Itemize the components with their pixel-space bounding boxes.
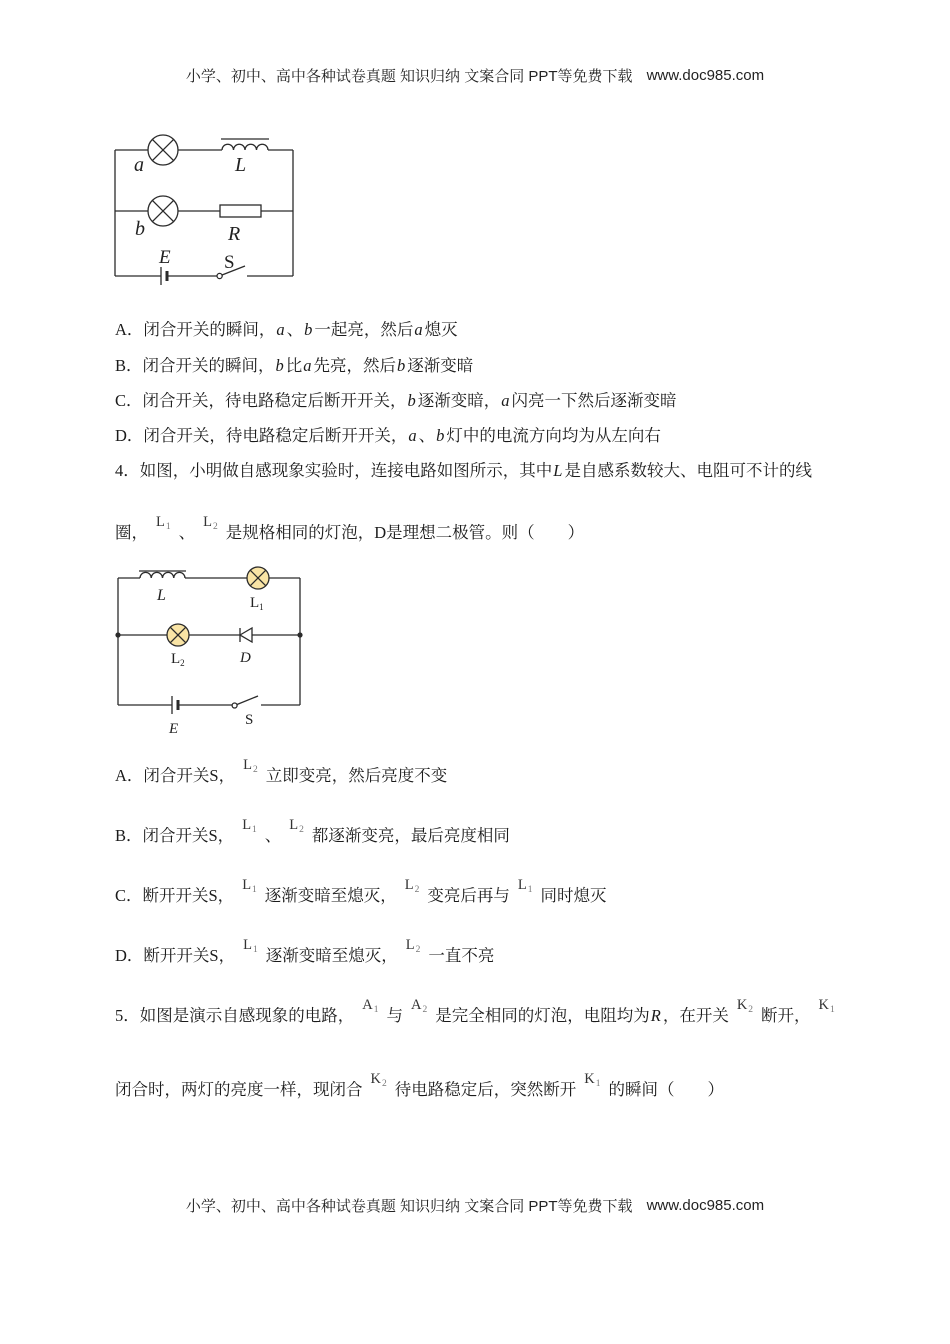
- option-text: 都逐渐变亮，最后亮度相同: [311, 826, 510, 845]
- label-main: L: [171, 651, 181, 667]
- stem-text: 闭合时，两灯的亮度一样，现闭合: [115, 1080, 363, 1099]
- label-switch: S: [245, 712, 254, 728]
- stem-text: 的瞬间（ ）: [608, 1080, 724, 1099]
- q4-option-c: [115, 877, 607, 908]
- symbol-L2: [406, 936, 421, 956]
- option-text: 一直不亮: [428, 946, 495, 965]
- symbol-sub: 1: [252, 885, 257, 895]
- symbol-L1: [242, 876, 257, 896]
- option-text: 变亮后再与: [427, 886, 510, 905]
- circuit-figure-2: [105, 565, 315, 740]
- switch-pivot: [217, 273, 222, 278]
- q4-option-b: [115, 817, 510, 848]
- symbol-sub: 2: [422, 1005, 428, 1015]
- symbol-L1: [156, 513, 171, 533]
- var-a: a: [276, 320, 285, 339]
- option-text: 立即变亮，然后亮度不变: [265, 766, 448, 785]
- switch-lever-icon: [237, 696, 258, 705]
- symbol-main: L: [404, 877, 414, 893]
- label-switch: S: [224, 252, 235, 273]
- label-diode: D: [240, 650, 251, 666]
- symbol-sub: 1: [527, 885, 533, 895]
- symbol-sub: 2: [414, 885, 420, 895]
- symbol-sub: 1: [252, 945, 258, 955]
- symbol-sub: 1: [252, 825, 257, 835]
- option-text: A．闭合开关的瞬间，: [115, 320, 276, 339]
- inductor-coil-icon: [222, 144, 268, 150]
- option-text: 逐渐变暗: [407, 356, 474, 375]
- q3-option-d: [115, 424, 661, 448]
- symbol-main: A: [410, 997, 422, 1013]
- option-text: 逐渐变暗，: [417, 391, 501, 410]
- stem-text: 是自感系数较大、电阻可不计的线: [564, 461, 812, 480]
- footer-site-link[interactable]: www.doc985.com: [646, 1196, 765, 1214]
- option-text: 逐渐变暗至熄灭，: [265, 946, 398, 965]
- inductor-coil-icon: [140, 572, 185, 578]
- q3-option-a: [115, 318, 458, 342]
- label-lamp-L1: [250, 595, 264, 612]
- option-text: 、: [286, 320, 304, 339]
- symbol-L2: [243, 756, 258, 776]
- var-b: b: [275, 356, 284, 375]
- symbol-sub: 1: [373, 1005, 379, 1015]
- symbol-main: K: [370, 1071, 381, 1087]
- var-b: b: [397, 356, 406, 375]
- label-battery: E: [169, 721, 179, 737]
- footer-text: 小学、初中、高中各种试卷真题 知识归纳 文案合同 PPT等免费下载: [185, 1197, 633, 1215]
- stem-text: 、: [178, 523, 196, 542]
- option-text: 、: [418, 426, 436, 445]
- stem-text: 待电路稳定后，突然断开: [394, 1080, 577, 1099]
- var-L: L: [553, 461, 563, 480]
- resistor-icon: [220, 205, 261, 217]
- symbol-sub: 2: [381, 1079, 387, 1089]
- symbol-K1: [584, 1070, 600, 1090]
- symbol-L2: [289, 816, 304, 836]
- label-lamp-L2: [171, 651, 185, 668]
- label-lamp-b: b: [135, 218, 145, 240]
- header-text: 小学、初中、高中各种试卷真题 知识归纳 文案合同 PPT等免费下载: [185, 67, 633, 85]
- symbol-main: L: [203, 514, 212, 530]
- q4-option-a: [115, 757, 448, 788]
- symbol-sub: 1: [595, 1079, 601, 1089]
- symbol-K2: [737, 996, 753, 1016]
- stem-text: 是完全相同的灯泡，电阻均为: [435, 1006, 650, 1025]
- q4-option-d: [115, 937, 495, 968]
- header-banner: [0, 63, 950, 87]
- symbol-L2: [405, 876, 420, 896]
- var-b: b: [304, 320, 313, 339]
- junction-dot-right: [297, 632, 302, 637]
- symbol-main: K: [818, 997, 830, 1013]
- symbol-A1: [362, 996, 378, 1016]
- option-text: 熄灭: [424, 320, 458, 339]
- symbol-main: A: [362, 997, 373, 1013]
- label-sub: 1: [259, 602, 264, 612]
- option-text: C．闭合开关，待电路稳定后断开开关，: [115, 391, 407, 410]
- option-text: 一起亮，然后: [314, 320, 414, 339]
- symbol-sub: 2: [415, 945, 421, 955]
- stem-text: 4．如图，小明做自感现象实验时，连接电路如图所示，其中: [115, 461, 553, 480]
- var-a: a: [408, 426, 417, 445]
- label-resistor: R: [228, 223, 241, 245]
- option-text: 闪亮一下然后逐渐变暗: [511, 391, 677, 410]
- option-text: C．断开开关S，: [115, 886, 235, 905]
- stem-text: ，在开关: [662, 1006, 729, 1025]
- option-text: 、: [264, 826, 282, 845]
- option-text: 同时熄灭: [540, 886, 607, 905]
- symbol-main: L: [517, 877, 527, 893]
- label-battery: E: [159, 247, 171, 268]
- q4-stem-line-2: [115, 514, 585, 545]
- symbol-main: L: [242, 817, 252, 833]
- label-inductor: L: [157, 587, 166, 604]
- stem-text: 5．如图是演示自感现象的电路，: [115, 1006, 355, 1025]
- footer-banner: [0, 1193, 950, 1217]
- symbol-main: K: [736, 997, 748, 1013]
- symbol-L1: [518, 876, 533, 896]
- option-text: 先亮，然后: [313, 356, 397, 375]
- var-a: a: [414, 320, 423, 339]
- symbol-L1: [242, 816, 257, 836]
- symbol-K2: [371, 1070, 387, 1090]
- symbol-L2: [203, 513, 218, 533]
- symbol-main: L: [242, 877, 252, 893]
- option-text: D．闭合开关，待电路稳定后断开开关，: [115, 426, 408, 445]
- circuit-figure-1: [100, 125, 310, 295]
- symbol-main: L: [243, 757, 252, 773]
- stem-text: 与: [386, 1006, 403, 1025]
- symbol-sub: 2: [252, 765, 258, 775]
- label-main: L: [250, 595, 260, 611]
- symbol-main: K: [584, 1071, 595, 1087]
- symbol-sub: 2: [748, 1005, 754, 1015]
- q5-stem-line-2: [115, 1071, 724, 1102]
- symbol-K1: [819, 996, 835, 1016]
- symbol-L1: [243, 936, 258, 956]
- q4-stem-line-1: [115, 459, 812, 483]
- var-a: a: [303, 356, 312, 375]
- q3-option-b: [115, 354, 473, 378]
- symbol-main: L: [289, 817, 299, 833]
- var-b: b: [436, 426, 445, 445]
- var-R: R: [650, 1006, 661, 1025]
- stem-text: 是规格相同的灯泡，D是理想二极管。则（ ）: [225, 523, 585, 542]
- symbol-main: L: [243, 937, 252, 953]
- q3-option-c: [115, 389, 677, 413]
- switch-pivot: [232, 703, 237, 708]
- symbol-sub: 2: [299, 825, 304, 835]
- stem-text: 断开，: [761, 1006, 811, 1025]
- label-inductor: L: [235, 154, 247, 176]
- symbol-sub: 1: [165, 522, 171, 532]
- symbol-main: L: [156, 514, 165, 530]
- label-sub: 2: [180, 658, 185, 668]
- junction-dot-left: [115, 632, 120, 637]
- symbol-main: L: [405, 937, 415, 953]
- symbol-A2: [411, 996, 427, 1016]
- option-text: B．闭合开关的瞬间，: [115, 356, 275, 375]
- option-text: D．断开开关S，: [115, 946, 236, 965]
- option-text: 灯中的电流方向均为从左向右: [446, 426, 661, 445]
- q5-stem-line-1: [115, 997, 843, 1028]
- var-b: b: [407, 391, 416, 410]
- label-lamp-a: a: [134, 154, 144, 176]
- diode-triangle-icon: [240, 628, 252, 642]
- option-text: A．闭合开关S，: [115, 766, 236, 785]
- header-site-link[interactable]: www.doc985.com: [646, 66, 765, 84]
- option-text: B．闭合开关S，: [115, 826, 235, 845]
- symbol-sub: 1: [830, 1005, 835, 1015]
- option-text: 比: [285, 356, 303, 375]
- var-a: a: [501, 391, 510, 410]
- stem-text: 圈，: [115, 523, 148, 542]
- symbol-sub: 2: [212, 522, 218, 532]
- option-text: 逐渐变暗至熄灭，: [264, 886, 397, 905]
